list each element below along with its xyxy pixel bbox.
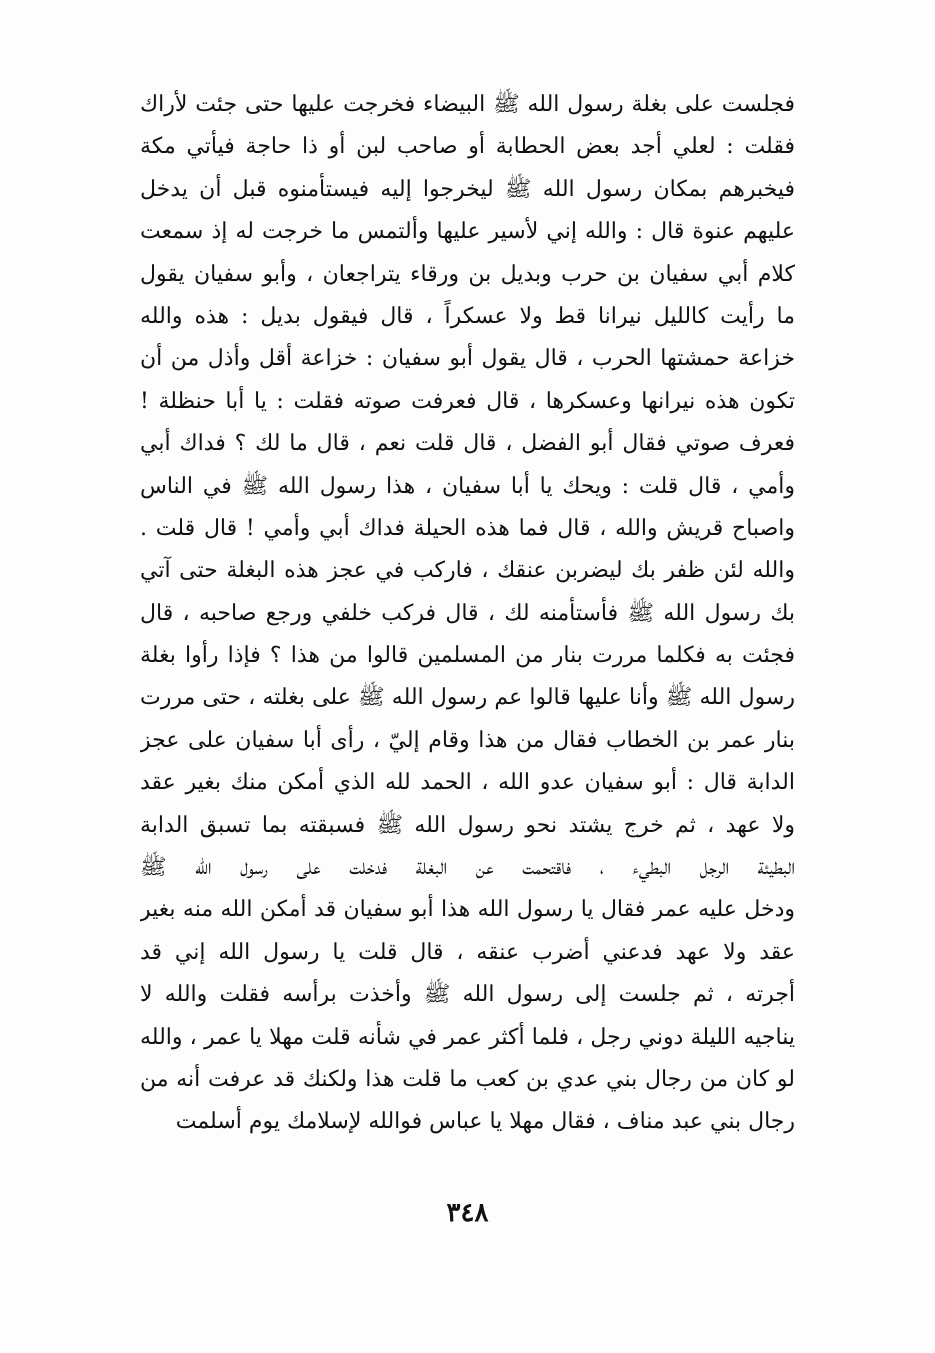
text-line: رجال بني عبد مناف ، فقال مهلا يا عباس فوالله لإسلامك يوم أسلمت bbox=[175, 1109, 795, 1135]
text-line: عقد ولا عهد فدعني أضرب عنقه ، قال قلت يا رسول الله إني قد bbox=[140, 939, 795, 965]
text-line: يناجيه الليلة دوني رجل ، فلما أكثر عمر في شأنه قلت مهلا يا عمر ، والله bbox=[140, 1024, 795, 1050]
text-line: البطيئة الرجل البطيء ، فاقتحمت عن البغلة فدخلت على رسول الله ﷺ bbox=[140, 855, 795, 881]
text-line: بنار عمر بن الخطاب فقال من هذا وقام إليّ ، رأى أبا سفيان على عجز bbox=[140, 727, 795, 753]
text-line: بك رسول الله ﷺ فأستأمنه لك ، قال فركب خلفي ورجع صاحبه ، قال bbox=[140, 600, 795, 626]
text-line: واصباح قريش والله ، قال فما هذه الحيلة فداك أبي وأمي ! قال قلت . bbox=[140, 515, 795, 541]
text-line: والله لئن ظفر بك ليضربن عنقك ، فاركب في عجز هذه البغلة حتى آتي bbox=[140, 558, 795, 584]
text-line: تكون هذه نيرانها وعسكرها ، قال فعرفت صوته فقلت : يا أبا حنظلة ! bbox=[140, 388, 795, 414]
text-line: فعرف صوتي فقال أبو الفضل ، قال قلت نعم ، قال ما لك ؟ فداك أبي bbox=[140, 431, 795, 457]
text-line: لو كان من رجال بني عدي بن كعب ما قلت هذا ولكنك قد عرفت أنه من bbox=[140, 1066, 795, 1092]
text-line: ولا عهد ، ثم خرج يشتد نحو رسول الله ﷺ فسبقته بما تسبق الدابة bbox=[140, 812, 795, 838]
page-number: ٣٤٨ bbox=[446, 1198, 489, 1228]
text-line: وأمي ، قال قلت : ويحك يا أبا سفيان ، هذا رسول الله ﷺ في الناس bbox=[140, 473, 795, 499]
text-line: ودخل عليه عمر فقال يا رسول الله هذا أبو سفيان قد أمكن الله منه بغير bbox=[140, 897, 795, 923]
text-line: خزاعة حمشتها الحرب ، قال يقول أبو سفيان : خزاعة أقل وأذل من أن bbox=[140, 346, 795, 372]
text-line: فقلت : لعلي أجد بعض الحطابة أو صاحب لبن أو ذا حاجة فيأتي مكة bbox=[140, 134, 795, 160]
text-line: فجئت به فكلما مررت بنار من المسلمين قالوا من هذا ؟ فإذا رأوا بغلة bbox=[140, 643, 795, 669]
text-line: فجلست على بغلة رسول الله ﷺ البيضاء فخرجت عليها حتى جئت لأراك bbox=[140, 92, 795, 117]
text-line: ما رأيت كالليل نيرانا قط ولا عسكراً ، قال فيقول بديل : هذه والله bbox=[140, 303, 795, 329]
text-line: عليهم عنوة قال : والله إني لأسير عليها وألتمس ما خرجت له إذ سمعت bbox=[140, 219, 795, 245]
text-line: كلام أبي سفيان بن حرب وبديل بن ورقاء يتراجعان ، وأبو سفيان يقول bbox=[140, 261, 795, 287]
text-line: أجرته ، ثم جلست إلى رسول الله ﷺ وأخذت برأسه فقلت والله لا bbox=[140, 982, 795, 1008]
body-text bbox=[140, 84, 795, 1144]
text-line: فيخبرهم بمكان رسول الله ﷺ ليخرجوا إليه فيستأمنوه قبل أن يدخل bbox=[140, 176, 795, 202]
text-line: الدابة قال : أبو سفيان عدو الله ، الحمد لله الذي أمكن منك بغير عقد bbox=[140, 770, 795, 796]
text-line: رسول الله ﷺ وأنا عليها قالوا عم رسول الله ﷺ على بغلته ، حتى مررت bbox=[140, 685, 795, 711]
